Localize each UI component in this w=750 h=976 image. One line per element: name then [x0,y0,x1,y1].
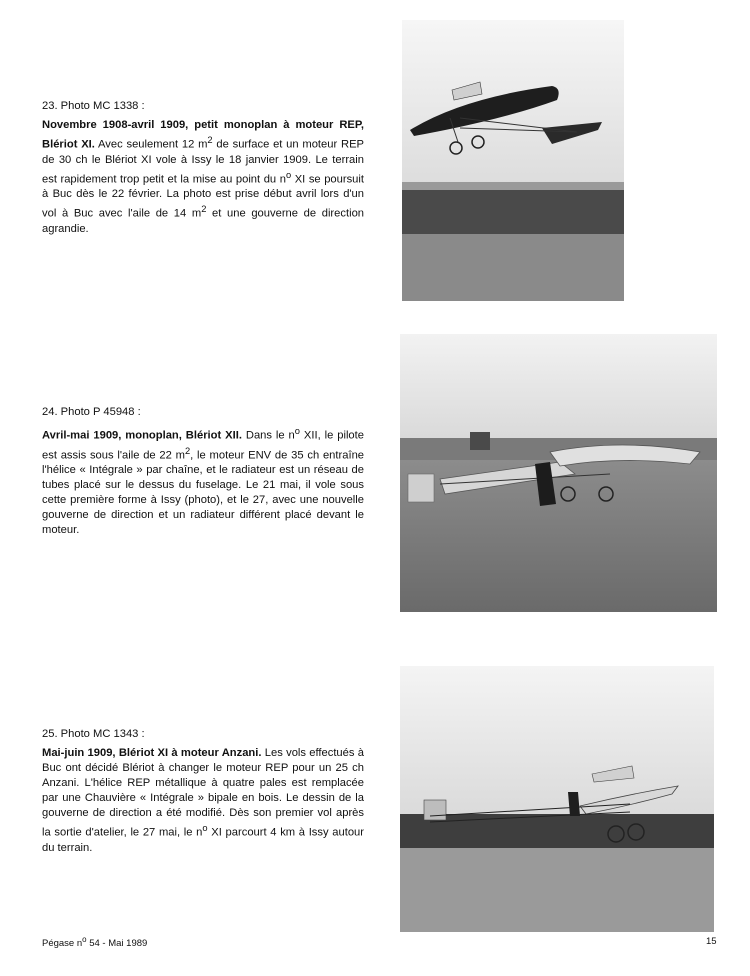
caption-23: 23. Photo MC 1338 : Novembre 1908-avril 1909, petit monoplan à moteur REP, Blériot XI. Avec seulement 12 $m^2$ de surface et un moteur REP de 30 ch le Blériot XI vole à Issy le 18 janvier 1909. Le terrain est rapidement trop petit et la mise au point du $n^o$ XI se poursuit à Buc dès le 22 février. La photo est prise début avril lors d'un vol à Buc avec l'aile de 14 $m^2$ et une gouverne de direction agrandie. [42,100,365,236]
photo-bleriot-xii-ground [400,334,717,612]
photo-ref-23: 23. Photo MC 1338 : [42,100,145,112]
caption-24: 24. Photo P 45948 : Avril-mai 1909, monoplan, Blériot XII. Dans le $n^o$ XII, le pilote est assis sous l'aile de 22 $m^2$, le moteur ENV de 35 ch entraîne l'hélice « Intégrale » par chaîne, et le radiateur est un réseau de tubes placé sur le dessus du fuselage. Le 21 mai, il vole sous cette première forme à Issy (photo), et le 27, avec une nouvelle gouverne de direction et un radiateur différent placé devant le moteur. [42,406,365,537]
caption-25: 25. Photo MC 1343 : Mai-juin 1909, Blériot XI à moteur Anzani. Les vols effectués à Buc ont décidé Blériot à changer le moteur REP pour un 25 ch Anzani. L'hélice REP métallique à quatre pales est remplacée par une Chauvière « Intégrale » bipale en bois. Le dessin de la gouverne de direction a été modifié. Dès son premier vol après la sortie d'atelier, le 27 mai, le $n^o$ XI parcourt 4 km à Issy autour du terrain. [42,728,364,854]
page-number: 15 [706,936,717,947]
caption-title-25: Mai-juin 1909, Blériot XI à moteur Anzani. [42,747,262,759]
photo-ref-24: 24. Photo P 45948 : [42,406,141,418]
photo-bleriot-xi-anzani [400,666,714,932]
photo-bleriot-xi-flight [402,20,624,301]
caption-title-23: Novembre 1908-avril 1909, petit monoplan à moteur REP, Blériot XI. [42,119,364,151]
caption-title-24: Avril-mai 1909, monoplan, Blériot XII. [42,429,242,442]
photo-ref-25: 25. Photo MC 1343 : [42,728,145,740]
publication-footer: Pégase $n^o$ 54 - Mai 1989 [42,935,148,950]
